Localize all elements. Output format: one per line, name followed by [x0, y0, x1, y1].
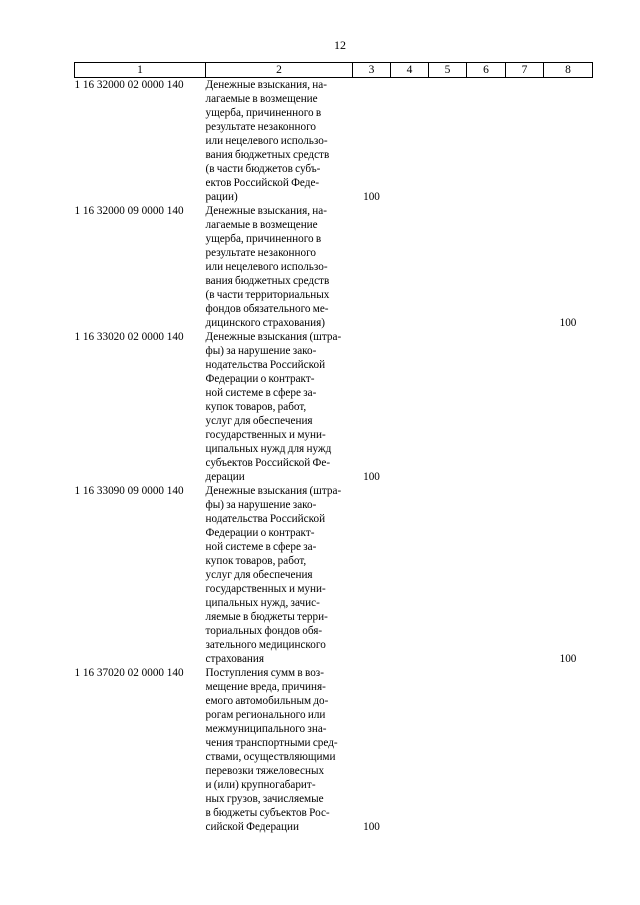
- table-row: [75, 484, 593, 666]
- revenue-name-cell: [206, 484, 353, 666]
- percent-cell-col7: [506, 484, 544, 666]
- revenue-name-cell: [206, 78, 353, 205]
- revenue-name-line: (в части бюджетов субъ-: [205, 163, 321, 175]
- percent-cell-col8: [544, 330, 593, 484]
- revenue-name-line: ной системе в сфере за-: [205, 387, 317, 399]
- revenue-name-line: страхования: [205, 653, 265, 665]
- revenue-name-line: услуг для обеспечения: [205, 569, 313, 581]
- revenue-name-line: Денежные взыскания, на-: [205, 205, 327, 217]
- column-header-4: 4: [391, 63, 429, 78]
- percent-cell-col6: [467, 330, 506, 484]
- revenue-name-line: мещение вреда, причиня-: [205, 681, 326, 693]
- revenue-name-line: или нецелевого использо-: [205, 261, 328, 273]
- revenue-name-line: ципальных нужд, зачис-: [205, 597, 320, 609]
- percent-cell-col8: 100: [559, 653, 577, 665]
- percent-cell-col4: [391, 484, 429, 666]
- percent-cell-col6: [467, 666, 506, 834]
- table-row: [75, 78, 593, 205]
- revenue-name-line: услуг для обеспечения: [205, 415, 313, 427]
- table-header-row: [75, 63, 593, 78]
- percent-cell-col4: [391, 204, 429, 330]
- revenue-name-line: Федерации о контракт-: [205, 527, 315, 539]
- column-header-1: 1: [75, 63, 206, 78]
- revenue-distribution-table: [74, 62, 593, 834]
- page-number: 12: [334, 38, 346, 52]
- revenue-name-line: фы) за нарушение зако-: [205, 345, 317, 357]
- percent-cell-col4: [391, 666, 429, 834]
- revenue-code-cell: 1 16 37020 02 0000 140: [74, 667, 184, 679]
- revenue-name-line: Денежные взыскания (штра-: [205, 485, 342, 497]
- revenue-code-cell: 1 16 32000 09 0000 140: [74, 205, 184, 217]
- column-header-6: 6: [467, 63, 506, 78]
- revenue-name-line: государственных и муни-: [205, 583, 326, 595]
- revenue-name-line: Денежные взыскания (штра-: [205, 331, 342, 343]
- column-header-5: 5: [429, 63, 467, 78]
- revenue-name-line: нодательства Российской: [205, 359, 326, 371]
- revenue-name-cell: [206, 330, 353, 484]
- revenue-name-line: ториальных фондов обя-: [205, 625, 323, 637]
- revenue-name-line: ектов Российской Феде-: [205, 177, 320, 189]
- percent-cell-col8: [544, 78, 593, 205]
- percent-cell-col6: [467, 484, 506, 666]
- revenue-name-line: рогам регионального или: [205, 709, 326, 721]
- revenue-name-line: сийской Федерации: [205, 821, 299, 833]
- revenue-name-line: дицинского страхования): [205, 317, 326, 329]
- percent-cell-col5: [429, 666, 467, 834]
- percent-cell-col6: [467, 78, 506, 205]
- revenue-name-line: (в части территориальных: [205, 289, 330, 301]
- revenue-name-line: зательного медицинского: [205, 639, 326, 651]
- column-header-7: 7: [506, 63, 544, 78]
- percent-cell-col3: 100: [363, 471, 380, 483]
- revenue-name-line: межмуниципального зна-: [205, 723, 327, 735]
- percent-cell-col7: [506, 78, 544, 205]
- percent-cell-col4: [391, 330, 429, 484]
- revenue-code-cell: 1 16 33020 02 0000 140: [74, 331, 184, 343]
- revenue-name-line: ляемые в бюджеты терри-: [205, 611, 328, 623]
- revenue-code-cell: 1 16 33090 09 0000 140: [74, 485, 184, 497]
- revenue-name-line: и (или) крупногабарит-: [205, 779, 316, 791]
- percent-cell-col5: [429, 204, 467, 330]
- revenue-name-line: Денежные взыскания, на-: [205, 79, 327, 91]
- revenue-name-cell: [206, 666, 353, 834]
- revenue-name-line: лагаемые в возмещение: [205, 219, 318, 231]
- table-row: [75, 330, 593, 484]
- revenue-name-line: рации): [205, 191, 238, 203]
- percent-cell-col8: 100: [559, 317, 577, 329]
- revenue-name-line: в бюджеты субъектов Рос-: [205, 807, 330, 819]
- percent-cell-col7: [506, 666, 544, 834]
- revenue-name-line: ущерба, причиненного в: [205, 107, 322, 119]
- revenue-name-line: лагаемые в возмещение: [205, 93, 318, 105]
- revenue-name-line: перевозки тяжеловесных: [205, 765, 325, 777]
- column-header-2: 2: [206, 63, 353, 78]
- table-row: [75, 666, 593, 834]
- revenue-name-line: купок товаров, работ,: [205, 555, 307, 567]
- revenue-name-line: вания бюджетных средств: [205, 275, 330, 287]
- percent-cell-col3: 100: [363, 191, 380, 203]
- revenue-name-line: результате незаконного: [205, 247, 316, 259]
- percent-cell-col5: [429, 78, 467, 205]
- percent-cell-col4: [391, 78, 429, 205]
- revenue-name-line: ущерба, причиненного в: [205, 233, 322, 245]
- revenue-name-cell: [206, 204, 353, 330]
- revenue-name-line: фы) за нарушение зако-: [205, 499, 317, 511]
- revenue-name-line: нодательства Российской: [205, 513, 326, 525]
- revenue-name-line: ной системе в сфере за-: [205, 541, 317, 553]
- revenue-name-line: фондов обязательного ме-: [205, 303, 329, 315]
- table-row: [75, 204, 593, 330]
- column-header-3: 3: [353, 63, 391, 78]
- revenue-name-line: Поступления сумм в воз-: [205, 667, 324, 679]
- column-header-8: 8: [544, 63, 593, 78]
- percent-cell-col5: [429, 330, 467, 484]
- revenue-name-line: Федерации о контракт-: [205, 373, 315, 385]
- revenue-name-line: или нецелевого использо-: [205, 135, 328, 147]
- percent-cell-col5: [429, 484, 467, 666]
- revenue-code-cell: 1 16 32000 02 0000 140: [74, 79, 184, 91]
- percent-cell-col3: 100: [363, 821, 380, 833]
- revenue-name-line: ствами, осуществляющими: [205, 751, 336, 763]
- revenue-name-line: дерации: [205, 471, 245, 483]
- percent-cell-col6: [467, 204, 506, 330]
- revenue-name-line: емого автомобильным до-: [205, 695, 329, 707]
- revenue-name-line: вания бюджетных средств: [205, 149, 330, 161]
- percent-cell-col3: [353, 204, 391, 330]
- percent-cell-col7: [506, 330, 544, 484]
- percent-cell-col7: [506, 204, 544, 330]
- revenue-name-line: купок товаров, работ,: [205, 401, 307, 413]
- revenue-name-line: ных грузов, зачисляемые: [205, 793, 324, 805]
- revenue-name-line: результате незаконного: [205, 121, 316, 133]
- percent-cell-col8: [544, 666, 593, 834]
- revenue-name-line: государственных и муни-: [205, 429, 326, 441]
- revenue-name-line: субъектов Российской Фе-: [205, 457, 331, 469]
- percent-cell-col3: [353, 484, 391, 666]
- revenue-name-line: ципальных нужд для нужд: [205, 443, 332, 455]
- revenue-name-line: чения транспортными сред-: [205, 737, 338, 749]
